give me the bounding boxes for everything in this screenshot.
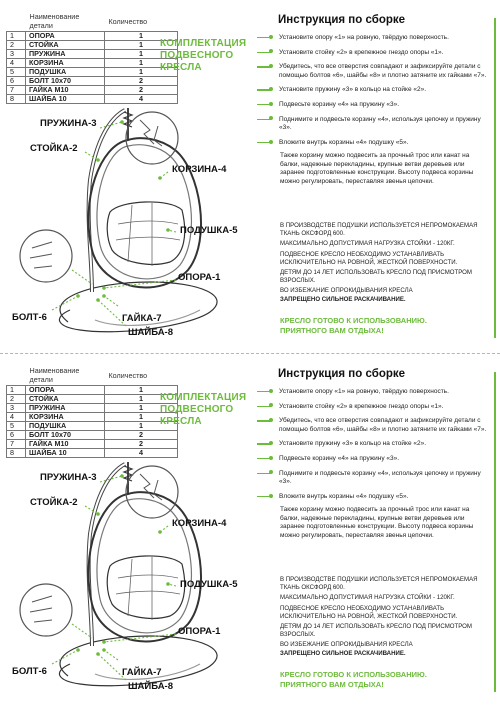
- label-nut: ГАЙКА-7: [122, 313, 162, 324]
- arrow-icon: [257, 142, 271, 143]
- warning-text: ДЕТЯМ ДО 14 ЛЕТ ИСПОЛЬЗОВАТЬ КРЕСЛО ПОД ПРИСМОТРОМ ВЗРОСЛЫХ.: [280, 269, 472, 285]
- arrow-icon: [257, 443, 271, 444]
- list-item: Убедитесь, что все отверстия совпадают и зафиксируйте детали с помощью болтов «6», шайбы «8» и плотно затяните их гайками «7».: [257, 63, 489, 80]
- table-row: 7 ГАЙКА М10 2: [7, 440, 178, 449]
- table-row: 2 СТОЙКА 1: [7, 41, 178, 50]
- label-washer: ШАЙБА-8: [128, 681, 174, 692]
- list-item: Вложите внутрь корзины «4» подушку «5».: [257, 139, 489, 148]
- arrow-icon: [257, 37, 271, 38]
- arrow-icon: [257, 420, 271, 421]
- label-basket: КОРЗИНА-4: [172, 518, 227, 529]
- arrow-icon: [257, 458, 271, 459]
- warning-text: ДЕТЯМ ДО 14 ЛЕТ ИСПОЛЬЗОВАТЬ КРЕСЛО ПОД ПРИСМОТРОМ ВЗРОСЛЫХ.: [280, 623, 472, 639]
- label-stand: СТОЙКА-2: [30, 143, 78, 154]
- warning-text: ПОДВЕСНОЕ КРЕСЛО НЕОБХОДИМО УСТАНАВЛИВАТЬ ИСКЛЮЧИТЕЛЬНО НА РОВНОЙ, ЖЕСТКОЙ ПОВЕРХНОСТИ.: [280, 604, 458, 620]
- final-message: КРЕСЛО ГОТОВО К ИСПОЛЬЗОВАНИЮ. ПРИЯТНОГО ВАМ ОТДЫХА!: [280, 670, 427, 689]
- warnings-block: [280, 576, 492, 660]
- kit-title: КОМПЛЕКТАЦИЯ ПОДВЕСНОГО КРЕСЛА: [160, 392, 247, 427]
- warning-text: ВО ИЗБЕЖАНИЕ ОПРОКИДЫВАНИЯ КРЕСЛА ЗАПРЕЩЕНО СИЛЬНОЕ РАСКАЧИВАНИЕ.: [280, 287, 413, 303]
- label-support: ОПОРА-1: [178, 272, 221, 283]
- arrow-icon: [257, 89, 271, 90]
- stand-pole: [89, 110, 125, 292]
- table-row: 8 ШАЙБА 10 4: [7, 95, 178, 104]
- kit-title: КОМПЛЕКТАЦИЯ ПОДВЕСНОГО КРЕСЛА: [160, 38, 247, 73]
- support-base: [59, 636, 217, 686]
- parts-col-qty: Количество: [108, 370, 148, 380]
- label-bolt: БОЛТ-6: [12, 312, 47, 323]
- warning-text: ПОДВЕСНОЕ КРЕСЛО НЕОБХОДИМО УСТАНАВЛИВАТЬ ИСКЛЮЧИТЕЛЬНО НА РОВНОЙ, ЖЕСТКОЙ ПОВЕРХНОСТИ.: [280, 250, 458, 266]
- arrow-icon: [257, 66, 271, 67]
- label-washer: ШАЙБА-8: [128, 327, 174, 338]
- table-row: 4 КОРЗИНА 1: [7, 413, 178, 422]
- table-row: 1 ОПОРА 1: [7, 386, 178, 395]
- instructions-title: Инструкция по сборке: [278, 368, 406, 380]
- list-item: Подвесьте корзину «4» на пружину «3».: [257, 101, 489, 110]
- label-spring: ПРУЖИНА-3: [40, 472, 97, 483]
- support-base: [59, 282, 217, 332]
- list-item: Поднимите и подвесьте корзину «4», используя цепочку и пружину «3».: [257, 470, 489, 487]
- list-item: Убедитесь, что все отверстия совпадают и зафиксируйте детали с помощью болтов «6», шайбы «8» и плотно затяните их гайками «7».: [257, 417, 489, 434]
- label-bolt: БОЛТ-6: [12, 666, 47, 677]
- warning-text: В ПРОИЗВОДСТВЕ ПОДУШКИ ИСПОЛЬЗУЕТСЯ НЕПРОМОКАЕМАЯ ТКАНЬ ОКСФОРД 600.: [280, 576, 478, 592]
- table-row: 5 ПОДУШКА 1: [7, 68, 178, 77]
- label-stand: СТОЙКА-2: [30, 497, 78, 508]
- table-row: 7 ГАЙКА М10 2: [7, 86, 178, 95]
- parts-col-name: Наименование детали: [29, 12, 80, 30]
- steps-list: [257, 388, 489, 507]
- table-row: 8 ШАЙБА 10 4: [7, 449, 178, 458]
- list-item: Установите стойку «2» в крепежное гнездо опоры «1».: [257, 49, 489, 58]
- label-spring: ПРУЖИНА-3: [40, 118, 97, 129]
- stand-pole: [89, 464, 125, 646]
- instruction-sheet-bottom: [0, 354, 500, 707]
- basket-shell: [88, 492, 201, 641]
- chair-diagram: [0, 0, 260, 353]
- final-message: КРЕСЛО ГОТОВО К ИСПОЛЬЗОВАНИЮ. ПРИЯТНОГО ВАМ ОТДЫХА!: [280, 316, 427, 335]
- table-row: 3 ПРУЖИНА 1: [7, 50, 178, 59]
- warning-text: В ПРОИЗВОДСТВЕ ПОДУШКИ ИСПОЛЬЗУЕТСЯ НЕПРОМОКАЕМАЯ ТКАНЬ ОКСФОРД 600.: [280, 222, 478, 238]
- table-row: 4 КОРЗИНА 1: [7, 59, 178, 68]
- arrow-icon: [257, 406, 271, 407]
- accent-line: [494, 18, 496, 338]
- warning-text: ВО ИЗБЕЖАНИЕ ОПРОКИДЫВАНИЯ КРЕСЛА ЗАПРЕЩЕНО СИЛЬНОЕ РАСКАЧИВАНИЕ.: [280, 641, 413, 657]
- arrow-icon: [257, 473, 271, 474]
- note-text: Также корзину можно подвесить за прочный трос или канат на балки, надежные перекладины, крупные ветви деревьев или заранее подготовленные конструкции. Высоту подвеса корзины можно регулировать, переставляя звенья цепочки.: [280, 152, 474, 185]
- arrow-icon: [257, 119, 271, 120]
- label-cushion: ПОДУШКА-5: [180, 225, 238, 236]
- basket-shell: [88, 138, 201, 287]
- instruction-sheet-top: [0, 0, 500, 353]
- arrow-icon: [257, 391, 271, 392]
- list-item: Поднимите и подвесьте корзину «4», используя цепочку и пружину «3».: [257, 116, 489, 133]
- label-cushion: ПОДУШКА-5: [180, 579, 238, 590]
- table-row: 6 БОЛТ 10х70 2: [7, 77, 178, 86]
- list-item: Установите опору «1» на ровную, твёрдую поверхность.: [257, 34, 489, 43]
- label-support: ОПОРА-1: [178, 626, 221, 637]
- chair-diagram: [0, 354, 260, 707]
- list-item: Установите пружину «3» в кольцо на стойке «2».: [257, 440, 489, 449]
- warning-text: МАКСИМАЛЬНО ДОПУСТИМАЯ НАГРУЗКА СТОЙКИ - 120КГ.: [280, 240, 455, 248]
- parts-col-name: Наименование детали: [29, 366, 80, 384]
- accent-line: [494, 372, 496, 692]
- list-item: Установите опору «1» на ровную, твёрдую поверхность.: [257, 388, 489, 397]
- arrow-icon: [257, 52, 271, 53]
- parts-col-qty: Количество: [108, 16, 148, 26]
- note-text: Также корзину можно подвесить за прочный трос или канат на балки, надежные перекладины, крупные ветви деревьев или заранее подготовленные конструкции. Высоту подвеса корзины можно регулировать, переставляя звенья цепочки.: [280, 506, 474, 539]
- warnings-block: [280, 222, 492, 306]
- label-nut: ГАЙКА-7: [122, 667, 162, 678]
- list-item: Установите пружину «3» в кольцо на стойке «2».: [257, 86, 489, 95]
- table-row: 2 СТОЙКА 1: [7, 395, 178, 404]
- warning-text: МАКСИМАЛЬНО ДОПУСТИМАЯ НАГРУЗКА СТОЙКИ - 120КГ.: [280, 594, 455, 602]
- arrow-icon: [257, 496, 271, 497]
- steps-list: [257, 34, 489, 153]
- instructions-title: Инструкция по сборке: [278, 14, 406, 26]
- table-row: 6 БОЛТ 10х70 2: [7, 431, 178, 440]
- list-item: Подвесьте корзину «4» на пружину «3».: [257, 455, 489, 464]
- arrow-icon: [257, 104, 271, 105]
- table-row: 1 ОПОРА 1: [7, 32, 178, 41]
- table-row: 3 ПРУЖИНА 1: [7, 404, 178, 413]
- list-item: Вложите внутрь корзины «4» подушку «5».: [257, 493, 489, 502]
- table-row: 5 ПОДУШКА 1: [7, 422, 178, 431]
- list-item: Установите стойку «2» в крепежное гнездо опоры «1».: [257, 403, 489, 412]
- cushion-shape: [107, 202, 184, 264]
- label-basket: КОРЗИНА-4: [172, 164, 227, 175]
- cushion-shape: [107, 556, 184, 618]
